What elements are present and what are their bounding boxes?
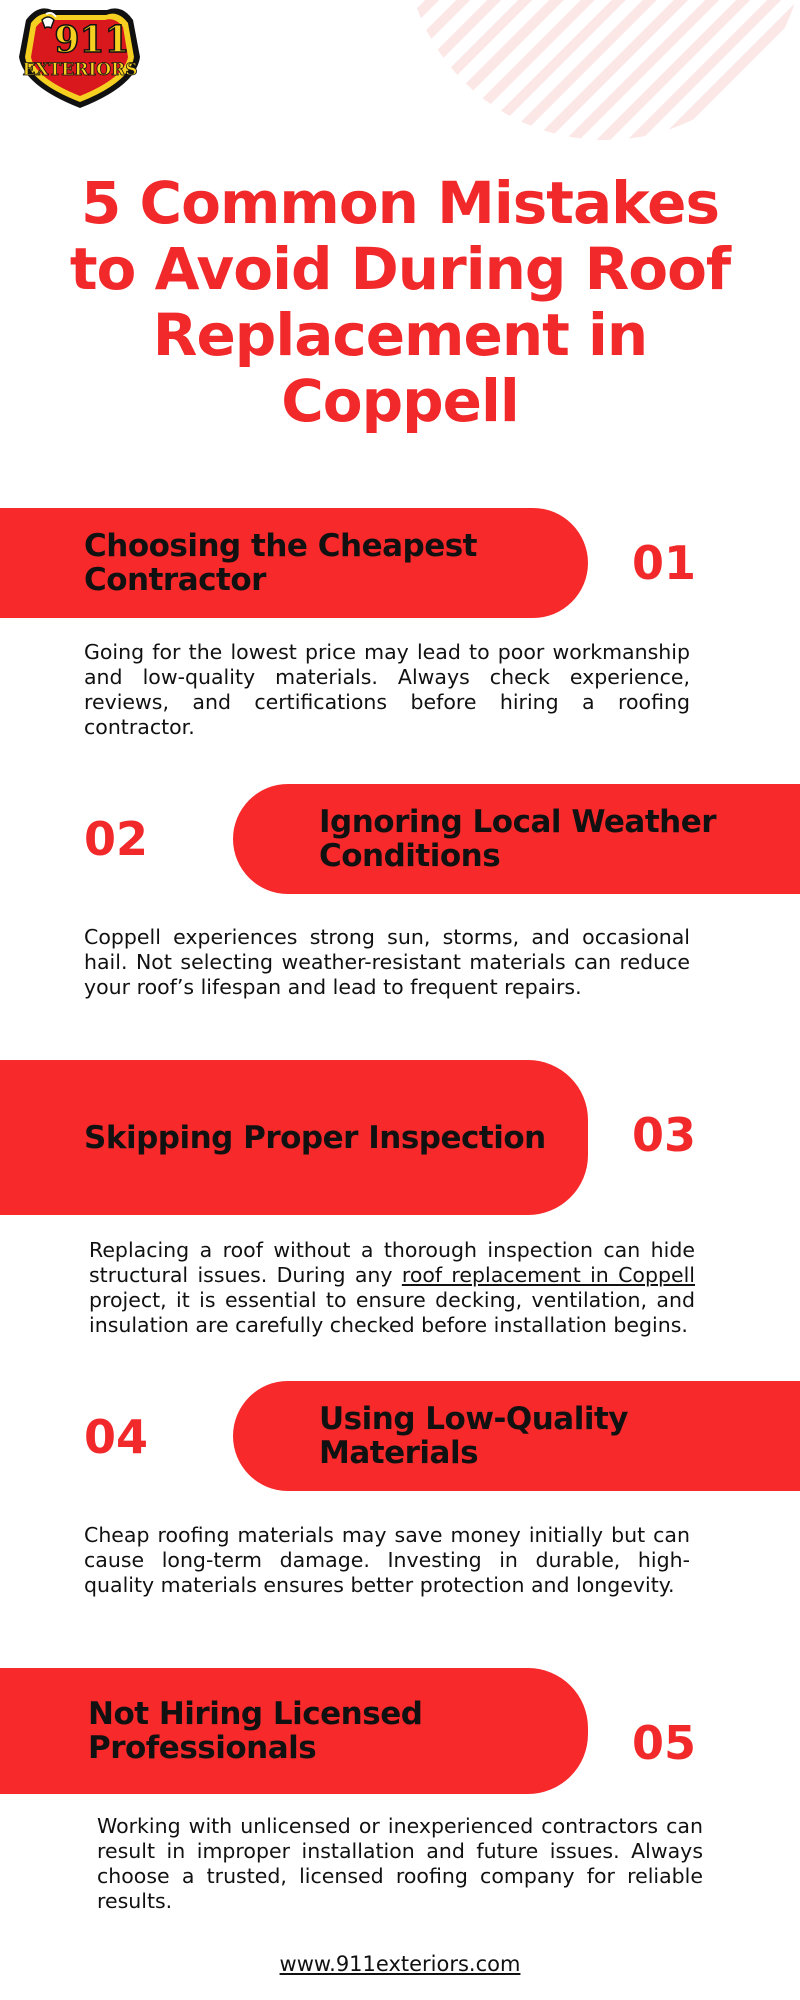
- section-1-banner: [0, 508, 588, 618]
- section-2-number: 02: [84, 812, 149, 866]
- section-2-heading: Ignoring Local Weather Conditions: [319, 804, 717, 874]
- section-3-number: 03: [632, 1108, 697, 1162]
- section-4-number: 04: [84, 1410, 149, 1464]
- section-3-body: [89, 1238, 695, 1338]
- section-5-heading: Not Hiring Licensed Professionals: [88, 1696, 423, 1766]
- section-5-body: Working with unlicensed or inexperienced contractors can result in improper installation and future issues. Always choose a trusted, licensed roofing company for reliable results.: [97, 1814, 703, 1913]
- decorative-stripes: [405, 0, 800, 140]
- section-3-body-start: Replacing a roof without a thorough inspection can hide structural issues. During any: [89, 1238, 695, 1287]
- section-4-banner: [233, 1381, 800, 1491]
- section-2-body: Coppell experiences strong sun, storms, and occasional hail. Not selecting weather-resistant materials can reduce your roof’s lifespan and lead to frequent repairs.: [84, 925, 690, 999]
- section-5-number: 05: [632, 1716, 697, 1770]
- section-4-body: Cheap roofing materials may save money initially but can cause long-term damage. Investing in durable, high-quality materials ensures better protection and longevity.: [84, 1523, 690, 1597]
- roof-replacement-link[interactable]: roof replacement in Coppell: [401, 1263, 695, 1287]
- section-3-body-end: project, it is essential to ensure decking, ventilation, and insulation are carefully checked before installation begins.: [89, 1288, 695, 1337]
- page-title: 5 Common Mistakes to Avoid During Roof Replacement in Coppell: [69, 169, 731, 435]
- section-3-heading: Skipping Proper Inspection: [84, 1119, 546, 1156]
- section-1-heading: Choosing the Cheapest Contractor: [84, 528, 477, 598]
- website-link[interactable]: www.911exteriors.com: [279, 1952, 521, 1976]
- section-5-banner: [0, 1668, 588, 1794]
- section-2-banner: [233, 784, 800, 894]
- section-3-banner: [0, 1060, 588, 1215]
- section-4-heading: Using Low-Quality Materials: [319, 1401, 628, 1471]
- section-1-body: Going for the lowest price may lead to poor workmanship and low-quality materials. Always check experience, reviews, and certifications before hiring a roofing contractor.: [84, 640, 690, 739]
- section-1-number: 01: [632, 536, 697, 590]
- logo-word: EXTERIORS: [22, 60, 138, 80]
- 911-exteriors-logo: [12, 2, 147, 110]
- logo-number: 911: [54, 19, 130, 61]
